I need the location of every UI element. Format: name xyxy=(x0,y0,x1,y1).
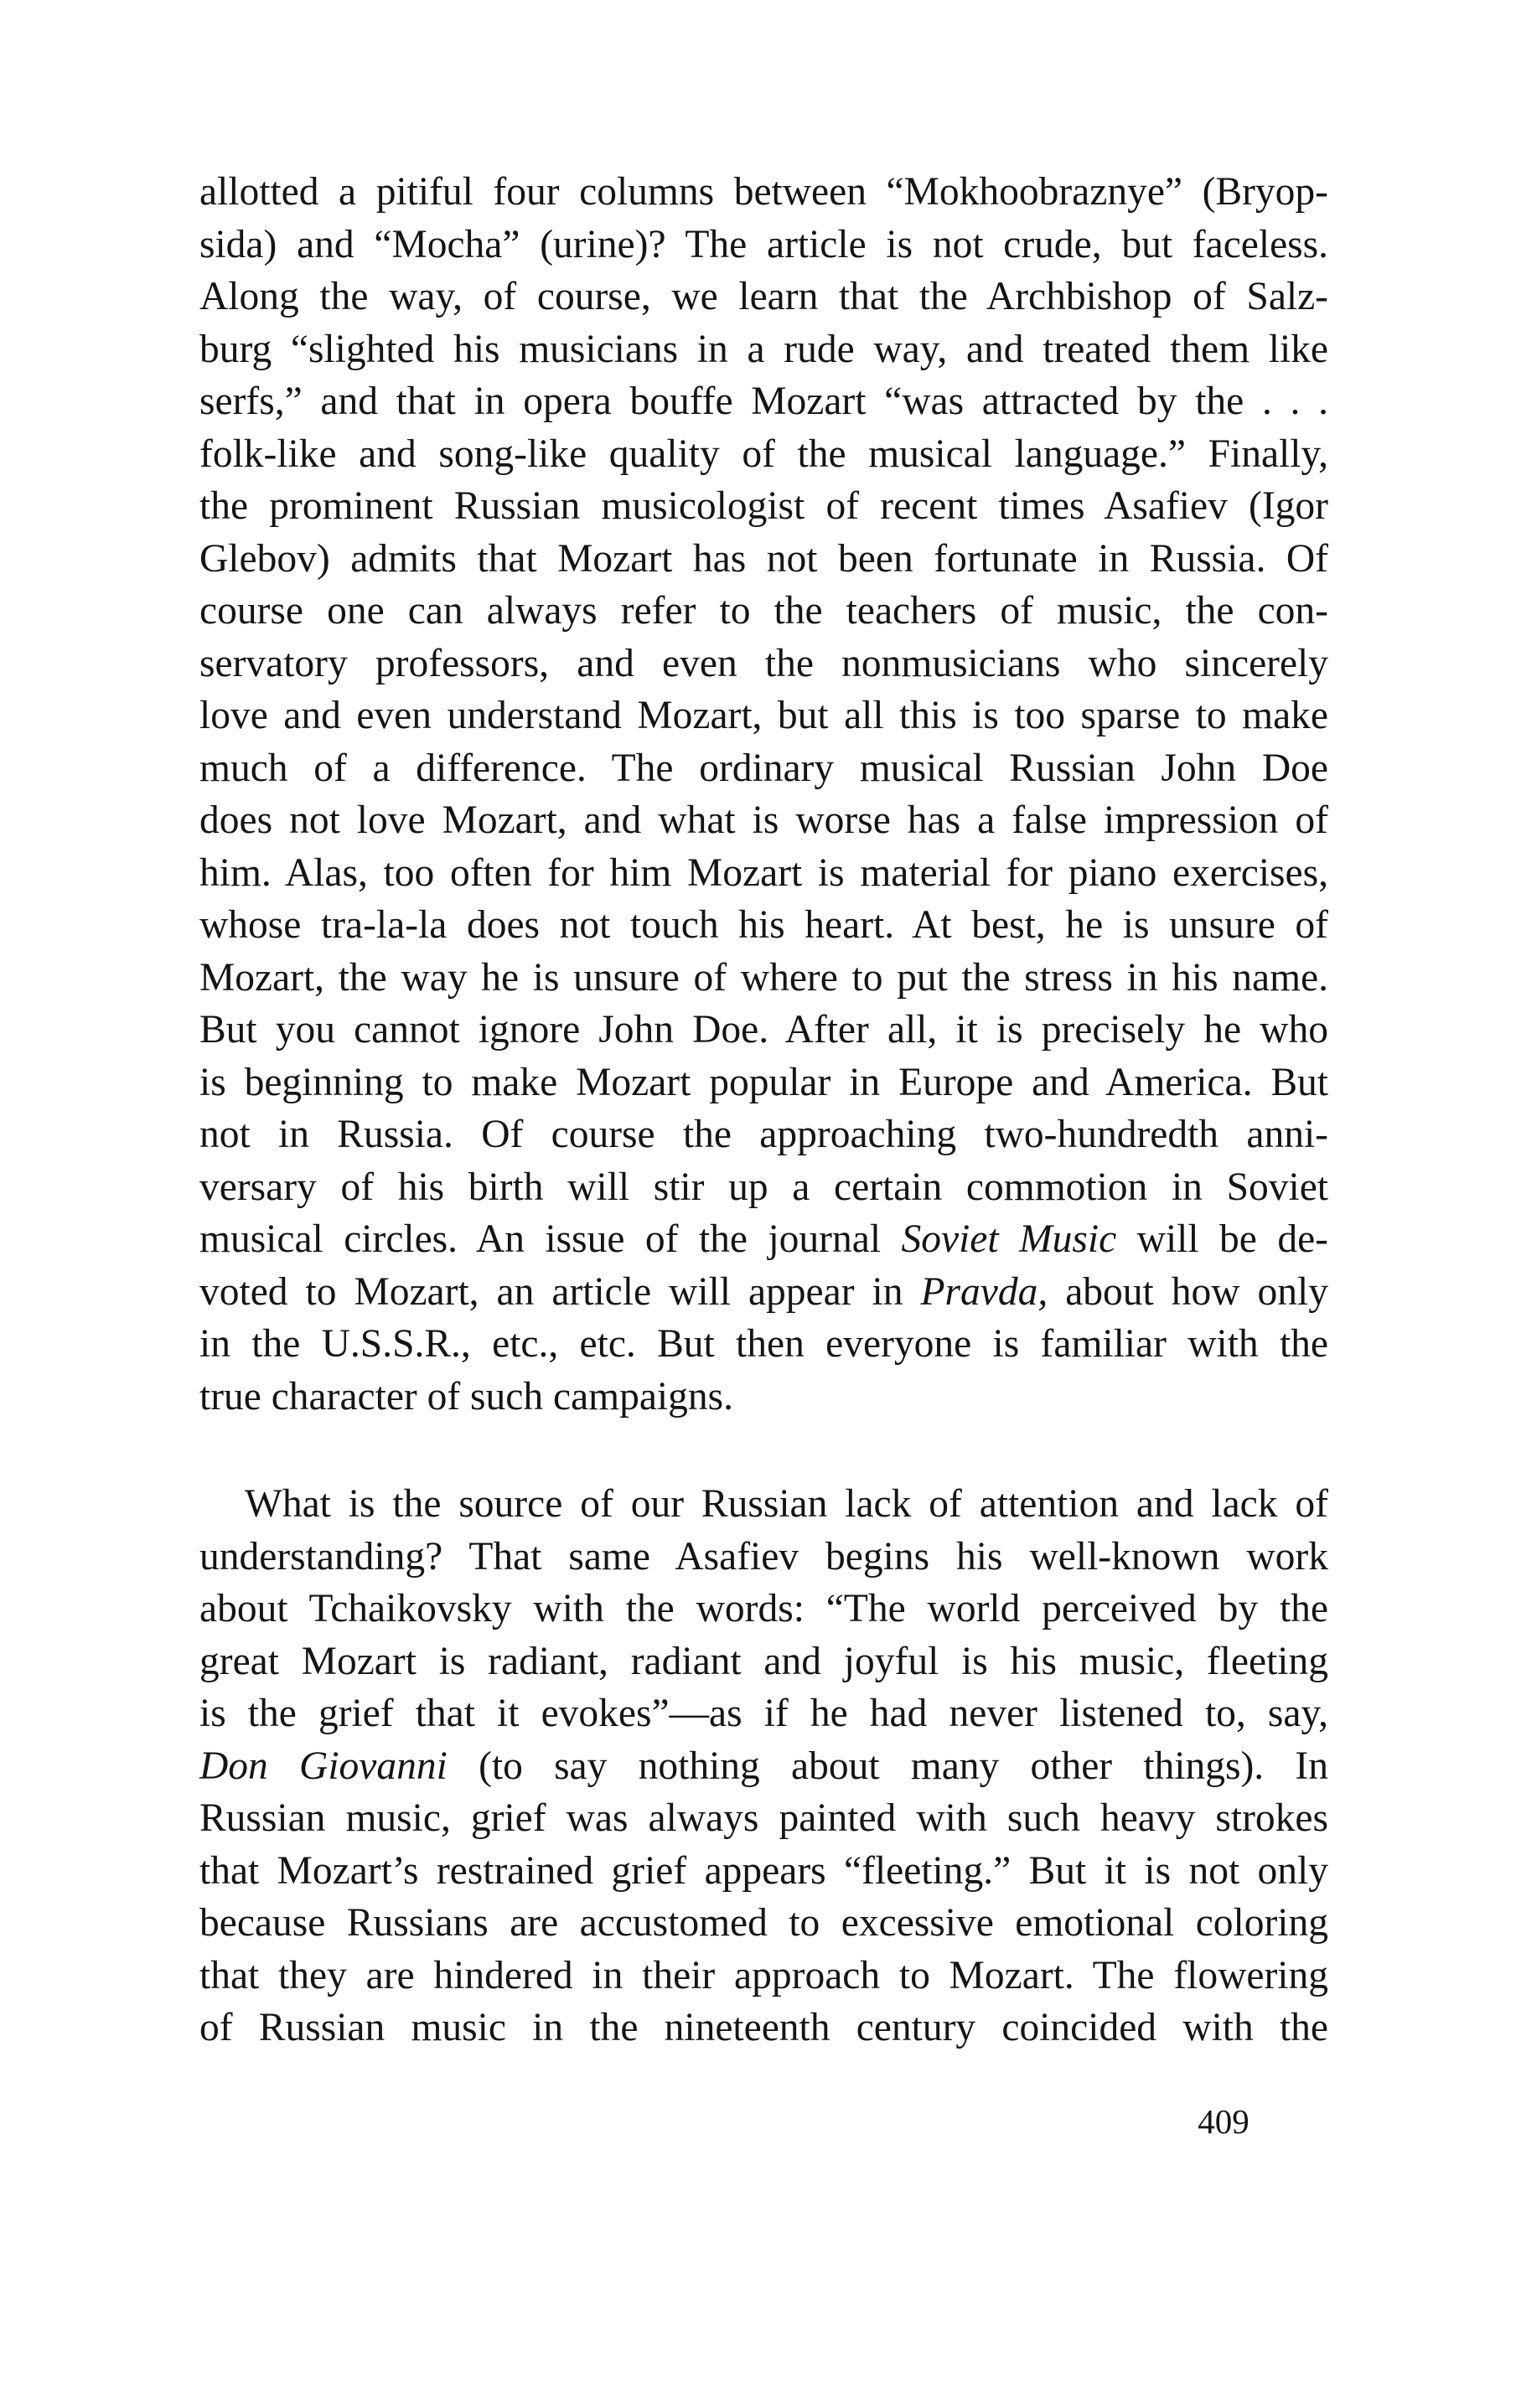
text-line: serfs,” and that in opera bouffe Mozart “was attracted by the . . . xyxy=(199,380,1328,423)
journal-title: Soviet Music xyxy=(901,1217,1117,1261)
paragraph xyxy=(199,166,1328,1423)
newspaper-title: Pravda, xyxy=(920,1269,1048,1314)
text-line: great Mozart is radiant, radiant and joyful is his music, fleeting xyxy=(199,1639,1328,1683)
text-line xyxy=(199,1740,1328,1793)
text-line: What is the source of our Russian lack of attention and lack of xyxy=(245,1482,1328,1526)
text-run: will be de- xyxy=(1116,1217,1328,1261)
text-line xyxy=(199,1266,1328,1319)
text-line: course one can always refer to the teachers of music, the con- xyxy=(199,589,1328,633)
text-line xyxy=(199,1213,1328,1266)
text-run: about how only xyxy=(1048,1269,1329,1314)
text-line: Glebov) admits that Mozart has not been fortunate in Russia. Of xyxy=(199,536,1328,581)
paragraph xyxy=(199,1478,1328,2054)
text-line: because Russians are accustomed to excessive emotional coloring xyxy=(199,1901,1328,1945)
text-line: the prominent Russian musicologist of recent times Asafiev (Igor xyxy=(199,484,1328,528)
text-line: servatory professors, and even the nonmusicians who sincerely xyxy=(199,641,1328,685)
page-number: 409 xyxy=(1198,2102,1250,2141)
text-run: (to say nothing about many other things). In xyxy=(447,1744,1328,1788)
text-line: understanding? That same Asafiev begins his well-known work xyxy=(199,1534,1328,1579)
text-line: burg “slighted his musicians in a rude way, and treated them like xyxy=(199,327,1328,371)
text-run: musical circles. An issue of the journal xyxy=(199,1217,902,1261)
text-line: is beginning to make Mozart popular in Europe and America. But xyxy=(199,1060,1328,1104)
text-line: Mozart, the way he is unsure of where to put the stress in his name. xyxy=(199,955,1328,1000)
text-line: But you cannot ignore John Doe. After all, it is precisely he who xyxy=(199,1008,1328,1052)
text-line: love and even understand Mozart, but all this is too sparse to make xyxy=(199,694,1328,737)
text-line: whose tra-la-la does not touch his heart. At best, he is unsure of xyxy=(199,903,1328,947)
text-line: does not love Mozart, and what is worse has a false impression of xyxy=(199,798,1328,842)
text-line: that they are hindered in their approach to Mozart. The flowering xyxy=(199,1953,1328,1997)
text-run: voted to Mozart, an article will appear in xyxy=(199,1269,921,1314)
page-body xyxy=(199,166,1328,2054)
text-line: much of a difference. The ordinary musical Russian John Doe xyxy=(199,746,1328,790)
text-line: about Tchaikovsky with the words: “The world perceived by the xyxy=(199,1587,1328,1630)
text-line: versary of his birth will stir up a certain commotion in Soviet xyxy=(199,1165,1328,1209)
text-line: not in Russia. Of course the approaching two-hundredth anni- xyxy=(199,1113,1328,1156)
text-line: Russian music, grief was always painted with such heavy strokes xyxy=(199,1796,1328,1840)
text-line: folk-like and song-like quality of the musical language.” Finally, xyxy=(199,431,1328,476)
text-line: true character of such campaigns. xyxy=(199,1374,733,1418)
text-line: him. Alas, too often for him Mozart is material for piano exercises, xyxy=(199,850,1328,895)
opera-title: Don Giovanni xyxy=(199,1744,448,1788)
text-line: of Russian music in the nineteenth century coincided with the xyxy=(199,2006,1328,2049)
text-line: is the grief that it evokes”—as if he had never listened to, say, xyxy=(199,1692,1328,1735)
text-line: in the U.S.S.R., etc., etc. But then everyone is familiar with the xyxy=(199,1322,1328,1366)
text-line: allotted a pitiful four columns between “Mokhoobraznye” (Bryop- xyxy=(199,170,1328,214)
text-line: that Mozart’s restrained grief appears “fleeting.” But it is not only xyxy=(199,1848,1328,1893)
text-line: Along the way, of course, we learn that the Archbishop of Salz- xyxy=(199,275,1328,318)
text-line: sida) and “Mocha” (urine)? The article is not crude, but faceless. xyxy=(199,222,1328,266)
